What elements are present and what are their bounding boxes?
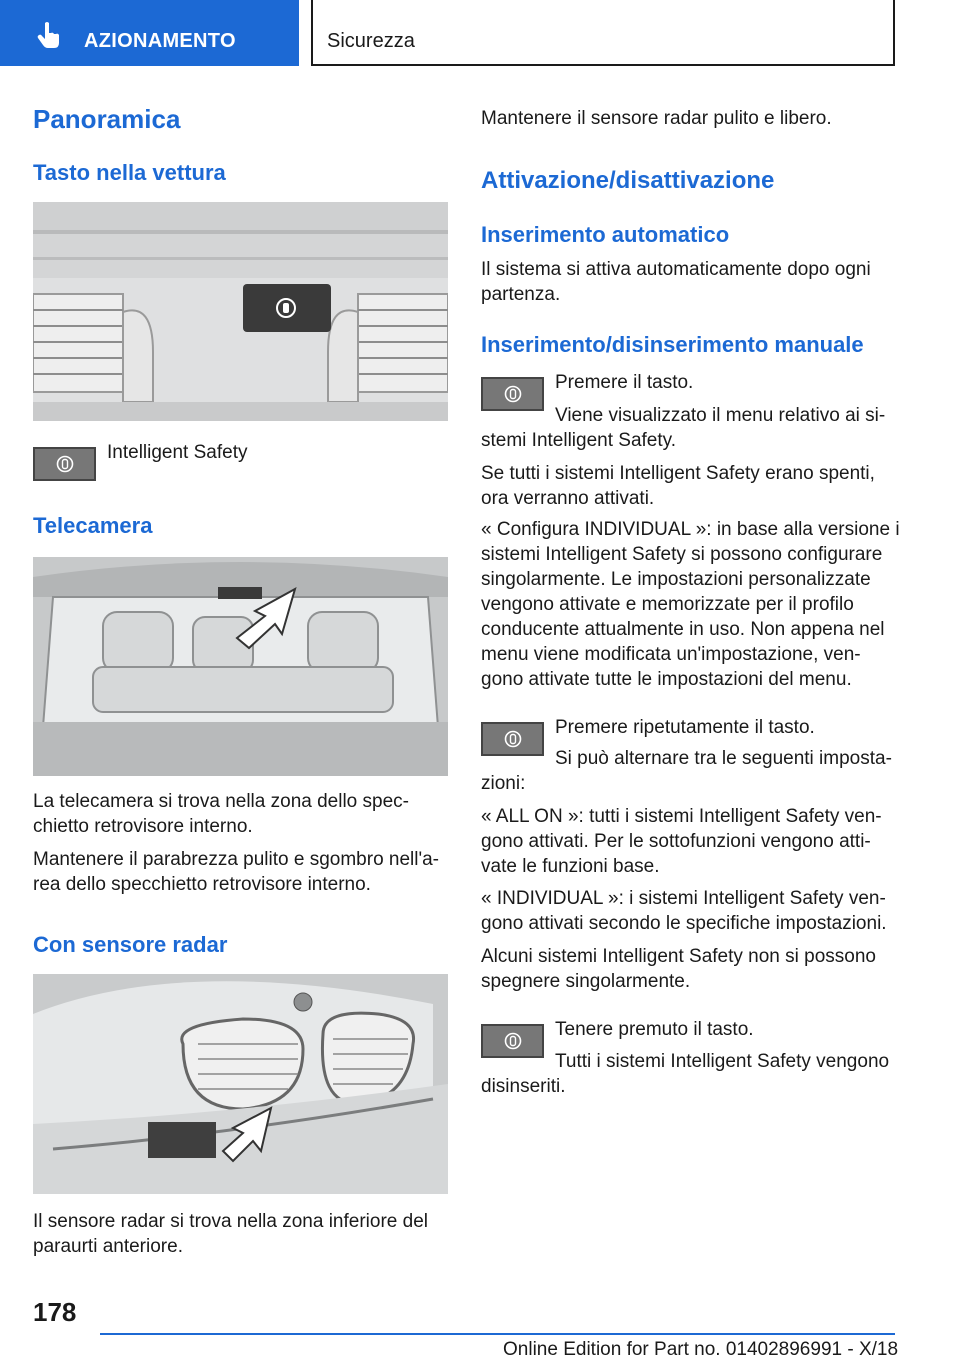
radar-sensor-image [33, 974, 448, 1194]
step1-note: Se tutti i sistemi Intelligent Safety erano spenti, ora verranno attivati. [481, 463, 875, 509]
heading-inserimento-manuale: Inserimento/disinserimento manuale [481, 332, 864, 357]
section-header [311, 0, 895, 66]
radar-clean-note: Mantenere il sensore radar pulito e libero. [481, 108, 832, 129]
intelligent-safety-icon [504, 385, 522, 403]
step1-configura: « Configura INDIVIDUAL »: in base alla versione i sistemi Intelligent Safety si possono configurare singolarmente. Le impostazioni personalizzate vengono attivate e memorizzate per il profilo conducente attualmente in uso. Non appena nel menu viene modificata un'impostazione, ven- gono attivate tutte le impostazioni del menu. [481, 519, 900, 690]
intelligent-safety-icon [56, 455, 74, 473]
step1-instruction: Premere il tasto. [555, 372, 694, 393]
heading-telecamera: Telecamera [33, 513, 153, 538]
automatico-paragraph: Il sistema si attiva automaticamente dopo ogni partenza. [481, 259, 871, 305]
footer-divider [100, 1333, 895, 1335]
step2-result: Si può alternare tra le seguenti imposta- zioni: [481, 748, 892, 794]
step3-instruction: Tenere premuto il tasto. [555, 1019, 754, 1040]
button-caption: Intelligent Safety [107, 442, 248, 463]
section-label: Sicurezza [327, 30, 415, 52]
edition-text: Online Edition for Part no. 01402896991 - X/18 [503, 1339, 899, 1360]
telecamera-paragraph-2: Mantenere il parabrezza pulito e sgombro nell'a- rea dello specchietto retrovisore interno. [33, 849, 440, 895]
step2-individual: « INDIVIDUAL »: i sistemi Intelligent Safety ven- gono attivati secondo le specifiche impostazioni. [481, 888, 887, 934]
telecamera-paragraph-1: La telecamera si trova nella zona dello spec- chietto retrovisore interno. [33, 791, 409, 837]
page-number: 178 [33, 1297, 77, 1327]
camera-image [33, 557, 448, 776]
step1-result: Viene visualizzato il menu relativo ai si- stemi Intelligent Safety. [481, 405, 886, 451]
dashboard-button-image [33, 202, 448, 421]
intelligent-safety-icon [504, 1032, 522, 1050]
step2-note: Alcuni sistemi Intelligent Safety non si possono spegnere singolarmente. [481, 946, 876, 992]
heading-panoramica: Panoramica [33, 104, 181, 134]
step2-instruction: Premere ripetutamente il tasto. [555, 717, 815, 738]
step3-result: Tutti i sistemi Intelligent Safety vengono disinseriti. [481, 1051, 890, 1097]
hand-pointer-icon [34, 20, 64, 50]
step2-all-on: « ALL ON »: tutti i sistemi Intelligent Safety ven- gono attivati. Per le sottofunzioni vengono atti- vate le funzioni base. [481, 806, 882, 877]
radar-paragraph-1: Il sensore radar si trova nella zona inferiore del paraurti anteriore. [33, 1211, 428, 1257]
heading-attivazione: Attivazione/disattivazione [481, 167, 775, 194]
chapter-tab[interactable] [0, 0, 299, 66]
heading-tasto-vettura: Tasto nella vettura [33, 160, 226, 185]
intelligent-safety-button[interactable] [33, 447, 96, 481]
chapter-label: AZIONAMENTO [84, 30, 236, 52]
heading-sensore-radar: Con sensore radar [33, 932, 228, 957]
heading-inserimento-automatico: Inserimento automatico [481, 222, 730, 247]
